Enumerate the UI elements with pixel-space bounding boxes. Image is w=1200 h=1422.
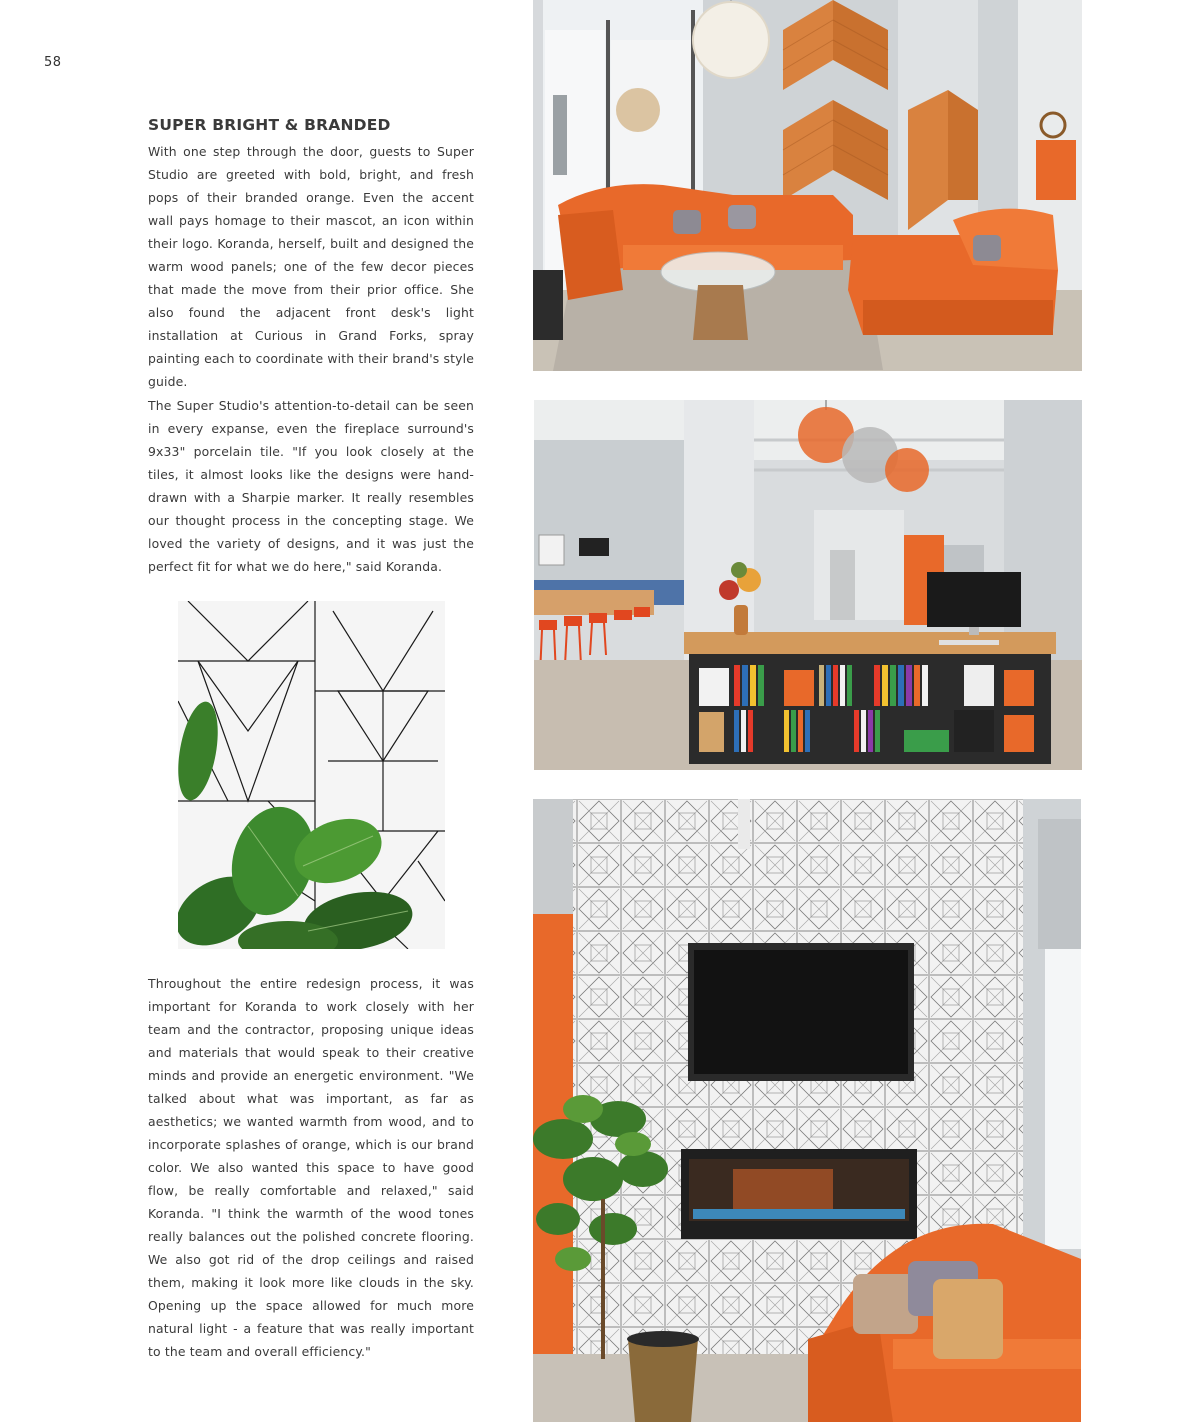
- fireplace-photo: [533, 799, 1081, 1422]
- tile-closeup-photo: [178, 601, 445, 949]
- article-paragraph-3: Throughout the entire redesign process, it was important for Koranda to work closely with her team and the contractor, proposing unique ideas and materials that would speak to their creative minds and provide an energetic environment. "We talked about what was important, as far as aesthetics; we wanted warmth from wood, and to incorporate splashes of orange, which is our brand color. We also wanted this space to have good flow, be really comfortable and relaxed," said Koranda. "I think the warmth of the wood tones really balances out the polished concrete flooring. We also got rid of the drop ceilings and raised them, making it look more like clouds in the sky. Opening up the space allowed for much more natural light - a feature that was really important to the team and overall efficiency.": [148, 976, 474, 1359]
- article-heading: SUPER BRIGHT & BRANDED: [148, 116, 391, 134]
- page-number: 58: [44, 55, 62, 70]
- office-desk-photo: [534, 400, 1082, 770]
- article-paragraph-2: The Super Studio's attention-to-detail can be seen in every expanse, even the fireplace surround's 9x33" porcelain tile. "If you look closely at the tiles, it almost looks like the designs were hand-drawn with a Sharpie marker. It really resembles our thought process in the concepting stage. We loved the variety of designs, and it was just the perfect fit for what we do here," said Koranda.: [148, 398, 474, 574]
- article-paragraph-1: With one step through the door, guests to Super Studio are greeted with bold, bright, and fresh pops of their branded orange. Even the accent wall pays homage to their mascot, an icon within their logo. Koranda, herself, built and designed the warm wood panels; one of the few decor pieces that made the move from their prior office. She also found the adjacent front desk's light installation at Curious in Grand Forks, spray painting each to coordinate with their brand's style guide.: [148, 144, 474, 389]
- lounge-photo: [533, 0, 1082, 371]
